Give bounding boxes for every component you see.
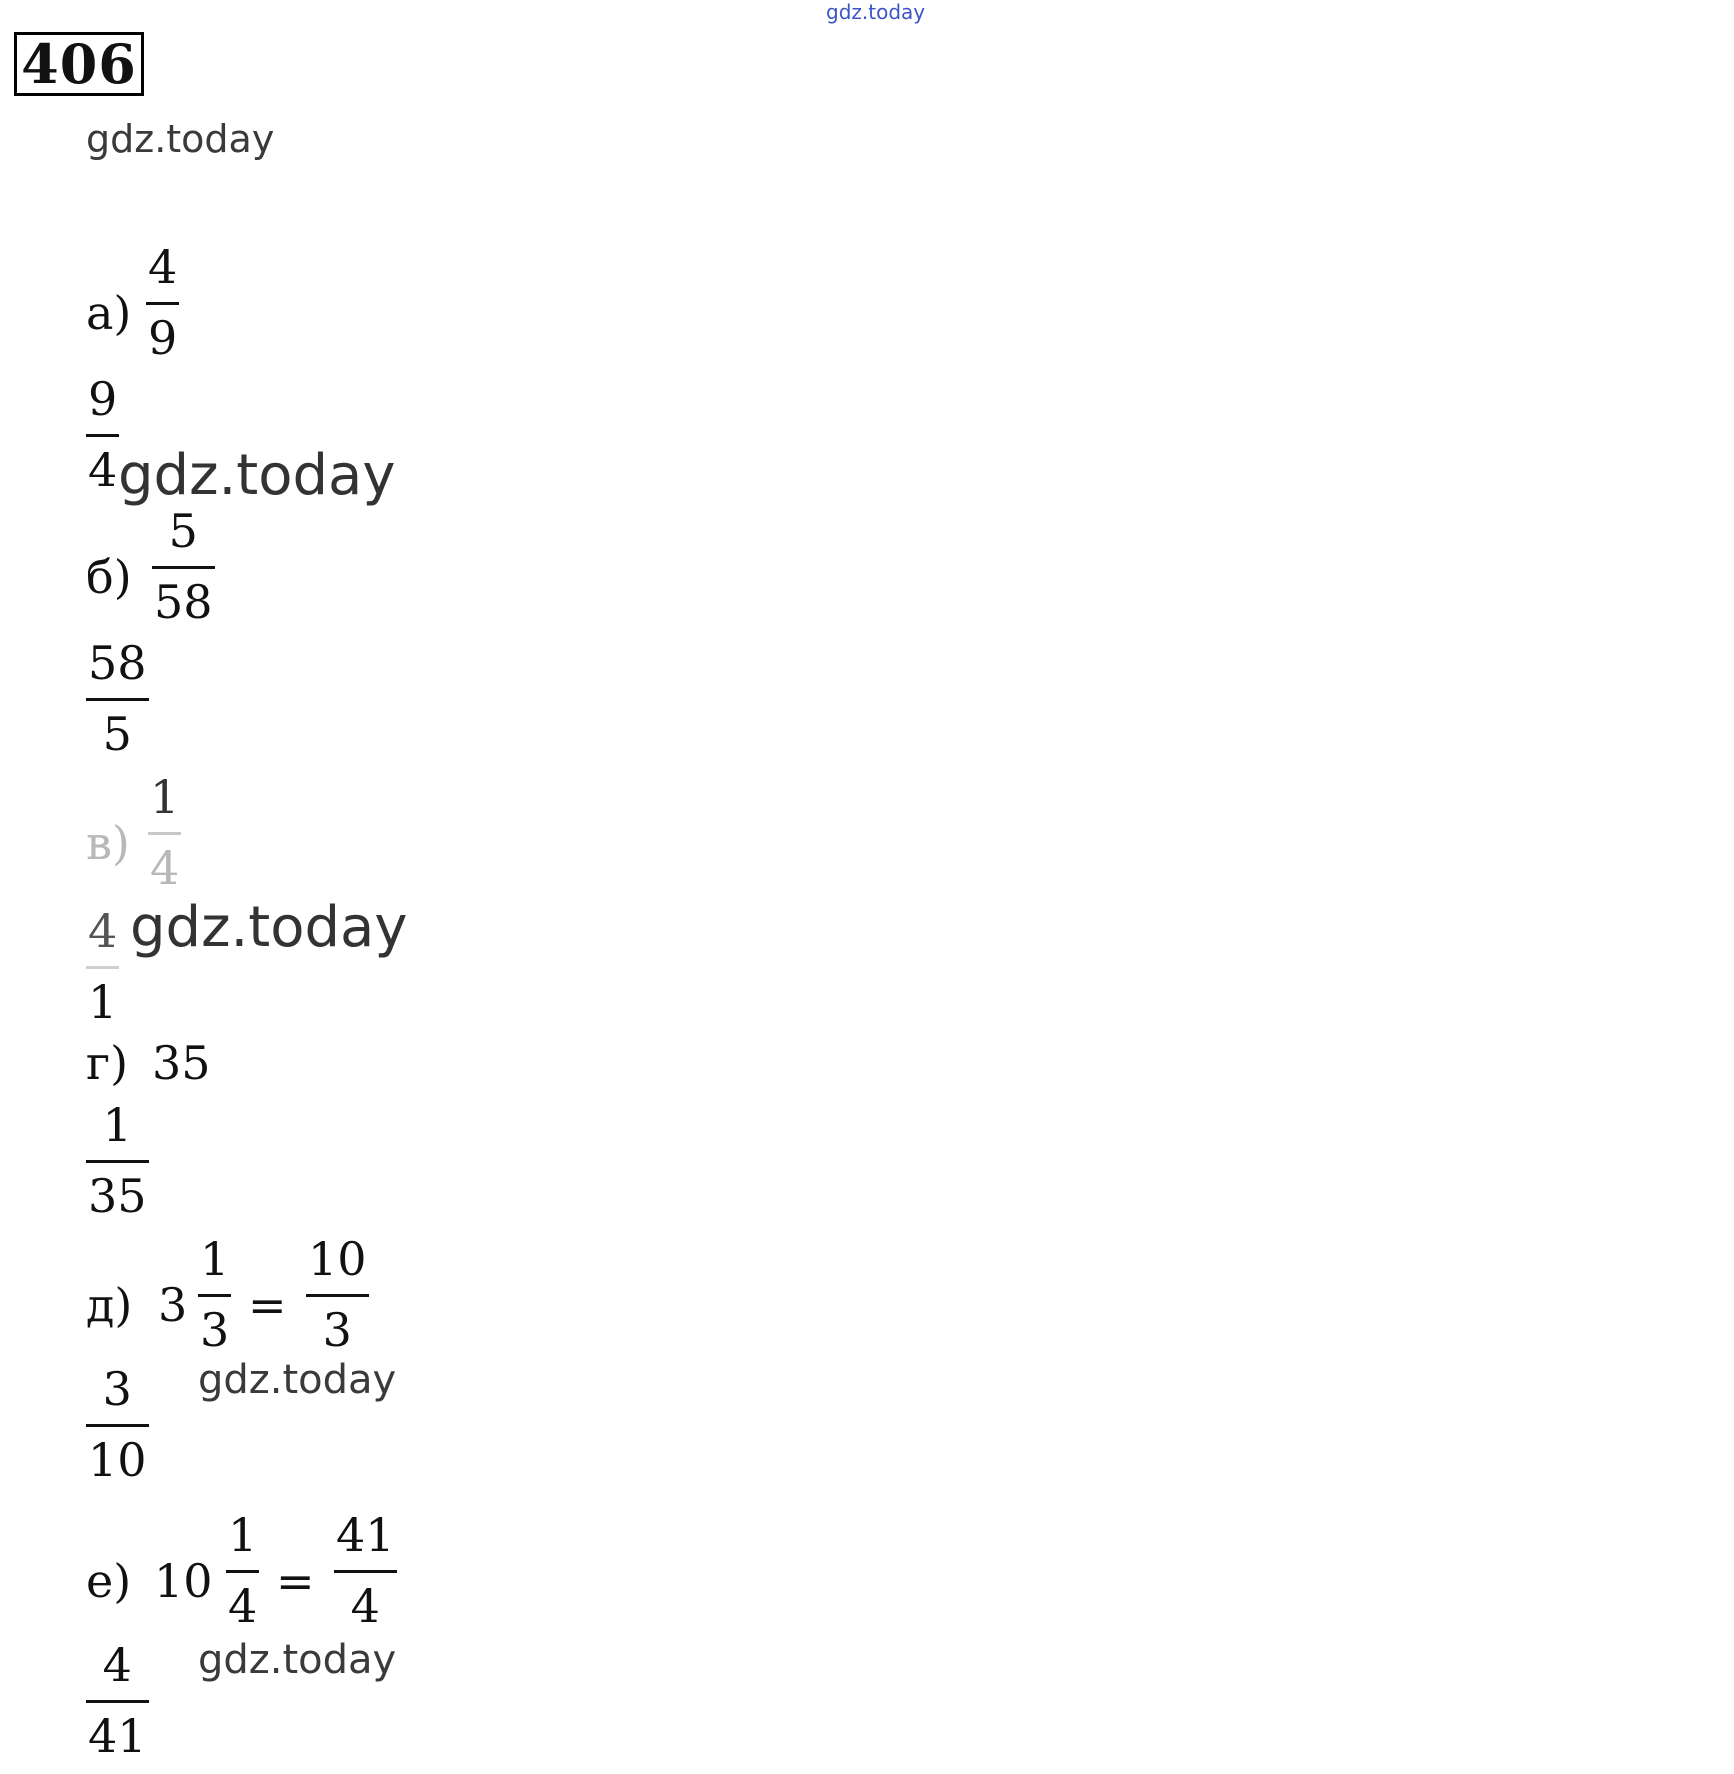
item-v-reciprocal-denominator: 1 <box>88 975 118 1029</box>
fraction-bar <box>198 1294 231 1297</box>
item-e-fraction <box>226 1508 259 1633</box>
item-g-reciprocal-denominator: 35 <box>88 1169 147 1223</box>
fraction-bar <box>306 1294 369 1297</box>
fraction-bar <box>334 1570 397 1573</box>
fraction-bar <box>152 566 215 569</box>
item-b-denominator: 58 <box>154 575 213 629</box>
watermark: gdz.today <box>198 1357 397 1403</box>
item-e-reciprocal-numerator: 4 <box>102 1638 132 1692</box>
item-b-reciprocal-numerator: 58 <box>88 636 147 690</box>
item-a-numerator: 4 <box>148 240 178 294</box>
item-g-reciprocal-numerator: 1 <box>102 1098 132 1152</box>
fraction-bar <box>86 434 119 437</box>
item-b-reciprocal <box>86 636 149 761</box>
item-d-result-numerator: 10 <box>308 1232 367 1286</box>
item-d-result-denominator: 3 <box>322 1303 352 1357</box>
item-a-reciprocal-denominator: 4 <box>88 443 118 497</box>
problem-number: 406 <box>14 32 144 96</box>
item-e-denominator: 4 <box>228 1579 258 1633</box>
fraction-bar <box>148 832 181 835</box>
item-e-reciprocal <box>86 1638 149 1763</box>
item-v-label: в) <box>86 816 130 870</box>
item-a-label: а) <box>86 286 132 340</box>
fraction-bar <box>86 1160 149 1163</box>
item-d-whole: 3 <box>158 1278 188 1332</box>
item-d-numerator: 1 <box>200 1232 230 1286</box>
item-b-reciprocal-denominator: 5 <box>102 707 132 761</box>
fraction-bar <box>146 302 179 305</box>
item-e-result-denominator: 4 <box>350 1579 380 1633</box>
item-v-reciprocal-numerator: 4 <box>88 904 118 958</box>
item-g-reciprocal <box>86 1098 149 1223</box>
item-d-reciprocal-numerator: 3 <box>102 1362 132 1416</box>
fraction-bar <box>86 966 119 969</box>
item-d-result <box>306 1232 369 1357</box>
item-d-denominator: 3 <box>200 1303 230 1357</box>
item-b-numerator: 5 <box>168 504 198 558</box>
item-e-numerator: 1 <box>228 1508 258 1562</box>
equals-sign: = <box>276 1554 315 1608</box>
item-a-reciprocal-numerator: 9 <box>88 372 118 426</box>
item-g-whole: 35 <box>152 1036 211 1090</box>
item-d-label: д) <box>86 1278 133 1332</box>
item-e-label: е) <box>86 1554 132 1608</box>
item-a-fraction <box>146 240 179 365</box>
item-a-reciprocal <box>86 372 119 497</box>
watermark: gdz.today <box>198 1637 397 1683</box>
item-b-label: б) <box>86 550 132 604</box>
item-e-result <box>334 1508 397 1633</box>
item-d-reciprocal <box>86 1362 149 1487</box>
item-v-denominator: 4 <box>150 841 180 895</box>
item-v-numerator: 1 <box>150 770 180 824</box>
item-e-whole: 10 <box>154 1554 213 1608</box>
item-b-fraction <box>152 504 215 629</box>
item-v-reciprocal <box>86 904 119 1029</box>
item-v-fraction <box>148 770 181 895</box>
item-e-result-numerator: 41 <box>336 1508 395 1562</box>
item-d-fraction <box>198 1232 231 1357</box>
fraction-bar <box>86 698 149 701</box>
fraction-bar <box>86 1424 149 1427</box>
watermark-top: gdz.today <box>826 0 926 24</box>
watermark-header: gdz.today <box>86 117 275 161</box>
equals-sign: = <box>248 1278 287 1332</box>
fraction-bar <box>86 1700 149 1703</box>
item-a-denominator: 9 <box>148 311 178 365</box>
item-d-reciprocal-denominator: 10 <box>88 1433 147 1487</box>
watermark: gdz.today <box>130 895 408 960</box>
item-g-label: г) <box>86 1036 129 1090</box>
fraction-bar <box>226 1570 259 1573</box>
item-e-reciprocal-denominator: 41 <box>88 1709 147 1763</box>
watermark: gdz.today <box>118 443 396 508</box>
